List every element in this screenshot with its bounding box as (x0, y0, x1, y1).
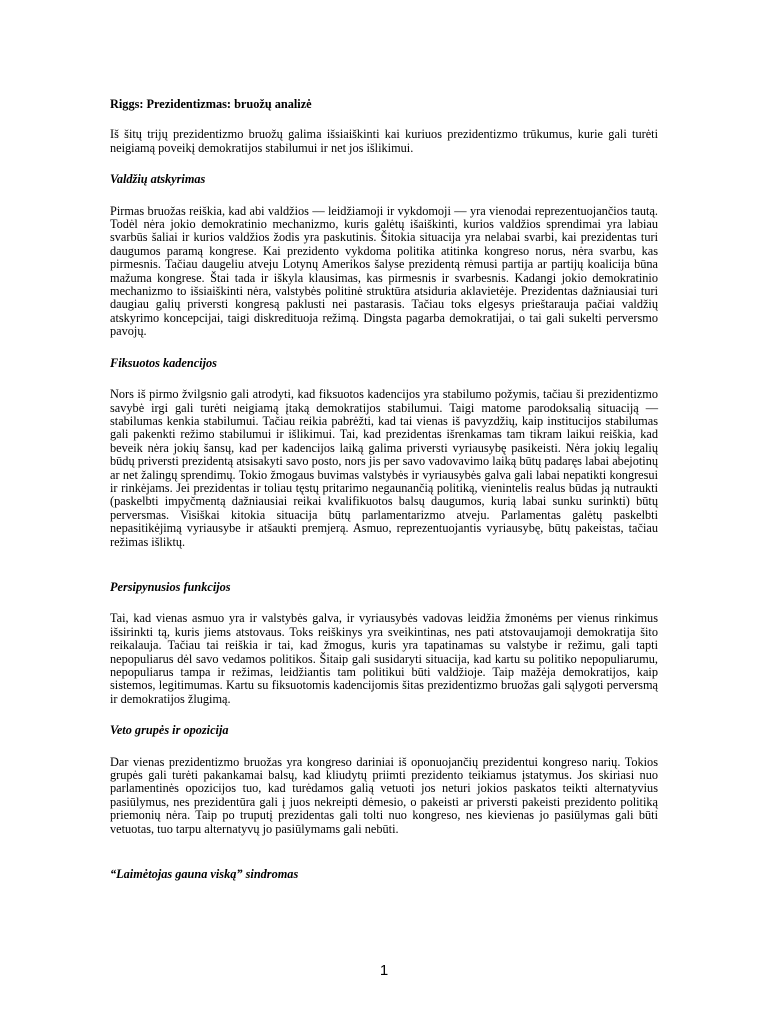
section-heading-veto-grupes: Veto grupės ir opozicija (110, 723, 229, 738)
document-title: Riggs: Prezidentizmas: bruožų analizė (110, 97, 312, 111)
section-body-fiksuotos-kadencijos: Nors iš pirmo žvilgsnio gali atrodyti, kad fiksuotos kadencijos yra stabilumo požymis, tačiau ši prezidentizmo savybė irgi gali turėti neigiamą įtaką demokratijos stabilumui. Taigi matome parodoksalią situaciją — stabilumas kenkia stabilumui. Tačiau reikia pabrėžti, kad tai vienas iš pavyzdžių, kaip institucijos stabilumas gali pakenkti režimo stabilumui ir išlikimui. Tai, kad prezidentas išrenkamas tam tikram laikui reiškia, kad beveik nėra jokių šansų, kad per kadencijos laiką galima priversti vyriausybę pasikeisti. Nėra jokių legalių būdų priversti prezidentą atsisakyti savo posto, nors jis per savo vadovavimo laiką būtų padaręs labai abejotinų ar net žalingų sprendimų. Tokio žmogaus buvimas valstybės ir vyriausybės galva gali labai nepatikti kongresui ir rinkėjams. Jei prezidentas ir toliau tęstų pritarimo negaunančią politiką, vienintelis realus būdas ją nutraukti (paskelbti impyčmentą dažniausiai reikai kvalifikuotos balsų daugumos, kurią labai sunku surinkti) būtų perversmas. Visiškai kitokia situacija būtų parlamentarizmo atveju. Parlamentas galėtų paskelbti nepasitikėjimą vyriausybe ir atšaukti premjerą. Asmuo, reprezentuojantis vyriausybę, būtų pakeistas, tačiau režimas išliktų. (110, 387, 658, 549)
page-number: 1 (379, 962, 389, 979)
section-body-veto-grupes: Dar vienas prezidentizmo bruožas yra kongreso dariniai iš oponuojančių prezidentui kongreso narių. Tokios grupės gali turėti pakankamai balsų, kad kliudytų priimti prezidento teikiamus įstatymus. Jos skiriasi nuo parlamentinės opozicijos tuo, kad turėdamos galią vetuoti jos neturi jokios paskatos teikti alternatyvius pasiūlymus, nes prezidentūra gali į juos nekreipti dėmesio, o pakeisti ar priversti pakeisti prezidento politiką priemonių nėra. Taip po truputį prezidentas gali tolti nuo kongreso, nes kievienas jo pasiūlymas gali būti vetuotas, tuo tarpu alternatyvų jo pasiūlymams gali nebūti. (110, 754, 658, 836)
section-heading-laimetojas: “Laimėtojas gauna viską” sindromas (110, 867, 299, 882)
section-body-persipynusios-funkcijos: Tai, kad vienas asmuo yra ir valstybės galva, ir vyriausybės vadovas leidžia žmonėms per vienus rinkimus išsirinkti tą, kuris jiems atstovaus. Toks reiškinys yra sveikintinas, nes pati atstovaujamoji demokratija šito reikalauja. Tačiau tai reiškia ir tai, kad žmogus, kuris yra tapatinamas su valstybe ir režimu, gali tapti nepopuliarus dėl savo vedamos politikos. Šitaip gali susidaryti situacija, kad kartu su politiko nepopuliarumu, nepopuliarus tampa ir režimas, leidžiantis tam politikui būti valdžioje. Taip mažėja demokratijos, kaip sistemos, legitimumas. Kartu su fiksuotomis kadencijomis šitas prezidentizmo bruožas gali sąlygoti perversmą ir demokratijos žlugimą. (110, 611, 658, 706)
section-heading-persipynusios-funkcijos: Persipynusios funkcijos (110, 579, 231, 594)
section-heading-valdziu-atskyrimas: Valdžių atskyrimas (110, 172, 206, 187)
section-heading-fiksuotos-kadencijos: Fiksuotos kadencijos (110, 355, 217, 370)
intro-paragraph: Iš šitų trijų prezidentizmo bruožų galima išsiaiškinti kai kuriuos prezidentizmo trūkumus, kurie gali turėti neigiamą poveikį demokratijos stabilumui ir net jos išlikimui. (110, 127, 658, 155)
section-body-valdziu-atskyrimas: Pirmas bruožas reiškia, kad abi valdžios — leidžiamoji ir vykdomoji — yra vienodai reprezentuojančios tautą. Todėl nėra jokio demokratinio mechanizmo, kuris galėtų išaiškinti, kurios valdžios sprendimai yra labiau svarbūs šaliai ir kurios valdžios žodis yra paskutinis. Šitokia situacija yra nelabai svarbi, kai prezidentas turi daugumos paramą kongrese. Kai prezidento vykdoma politika atitinka kongreso norus, nėra svarbu, kas pirmesnis. Tačiau daugeliu atveju Lotynų Amerikos šalyse prezidentą rėmusi partija ar partijų koalicija būna mažuma kongrese. Štai tada ir iškyla klausimas, kas pirmesnis ir svarbesnis. Kadangi jokio demokratinio mechanizmo to išsiaiškinti nėra, valstybės politinė struktūra atsiduria aklavietėje. Prezidentas dažniausiai turi daugiau galių priversti kongresą paklusti nei pastarasis. Tačiau toks elgesys prieštarauja pačiai valdžių atskyrimo koncepcijai, taigi diskredituoja režimą. Dingsta pagarba demokratijai, o tai gali sukelti perversmo pavojų. (110, 203, 658, 339)
document-content (110, 98, 658, 899)
